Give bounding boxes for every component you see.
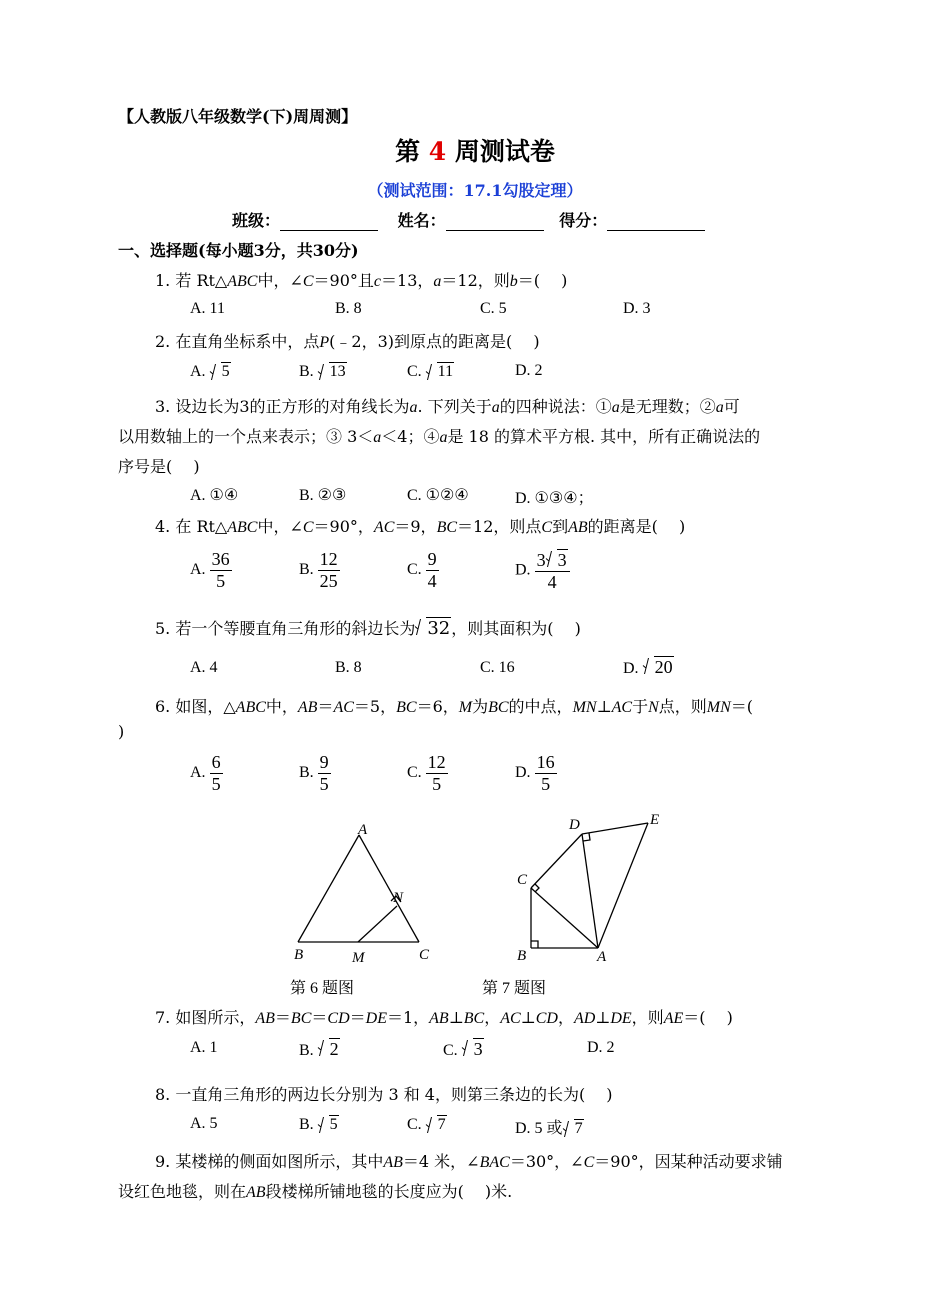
q1-option-c[interactable]: C. 5 xyxy=(480,300,507,317)
sqrt-symbol: 32 xyxy=(415,617,451,639)
student-info-row xyxy=(232,208,705,231)
q2-option-b[interactable]: B. 13 xyxy=(299,363,346,380)
q1-option-a[interactable]: A. 11 xyxy=(190,300,225,317)
q3-option-d[interactable]: D. ①③④； xyxy=(515,490,594,507)
question-3-line-2: 以用数轴上的一个点来表示；③ 3＜a＜4；④a是 18 的算术平方根. 其中，所有正确说法的 xyxy=(118,427,761,446)
question-3-line-1: 3. 设边长为3的正方形的对角线长为a. 下列关于a的四种说法：①a是无理数；②a可 xyxy=(155,397,740,416)
q7-option-c[interactable]: C. 3 xyxy=(443,1039,483,1059)
segment-de xyxy=(582,823,648,834)
sqrt-symbol: 13 xyxy=(318,362,347,381)
q6-option-a[interactable]: A. $\frac{6}{5}$ xyxy=(190,752,221,794)
score-blank[interactable] xyxy=(607,230,705,231)
q3-option-b[interactable]: B. ②③ xyxy=(299,487,347,504)
label-d: D xyxy=(569,817,580,833)
figure-6-triangle xyxy=(280,815,450,970)
q2-option-d[interactable]: D. 2 xyxy=(515,362,543,379)
question-6-line-2: ) xyxy=(118,722,125,741)
name-label: 姓名： xyxy=(397,211,446,230)
title-suffix: 周测试卷 xyxy=(454,137,555,166)
q6-option-c[interactable]: C. $\frac{12}{5}$ xyxy=(407,752,446,794)
segment-ae xyxy=(598,823,648,948)
label-a: A xyxy=(358,822,368,838)
q5-option-c[interactable]: C. 16 xyxy=(480,659,515,676)
q5-option-d[interactable]: D. 20 xyxy=(623,657,673,677)
q8-option-b[interactable]: B. 5 xyxy=(299,1116,338,1133)
question-7: 7. 如图所示，AB＝BC＝CD＝DE＝1，AB⊥BC，AC⊥CD，AD⊥DE，则AE＝( ) xyxy=(155,1008,733,1027)
segment-ac xyxy=(531,888,598,948)
q4-option-b[interactable]: B. $\frac{12}{25}$ xyxy=(299,549,338,591)
q2-option-a[interactable]: A. 5 xyxy=(190,363,230,380)
label-c: C xyxy=(419,947,430,963)
title-week-number: 4 xyxy=(428,137,447,166)
sqrt-symbol: 11 xyxy=(426,362,454,381)
question-8: 8. 一直角三角形的两边长分别为 3 和 4，则第三条边的长为( ) xyxy=(155,1085,613,1104)
figure-7-caption: 第 7 题图 xyxy=(482,980,547,997)
segment-mn xyxy=(358,906,397,942)
question-3-line-3: 序号是( ) xyxy=(118,457,200,476)
label-m: M xyxy=(352,950,365,966)
question-9-line-1: 9. 某楼梯的侧面如图所示，其中AB＝4 米，∠BAC＝30°，∠C＝90°，因某种活动要求铺 xyxy=(155,1152,783,1171)
q4-option-a[interactable]: A. $\frac{36}{5}$ xyxy=(190,549,230,591)
series-header: 【人教版八年级数学(下)周周测】 xyxy=(118,107,358,126)
q1-option-d[interactable]: D. 3 xyxy=(623,300,651,317)
q8-option-a[interactable]: A. 5 xyxy=(190,1115,218,1132)
question-4: 4. 在 Rt△ABC中，∠C＝90°，AC＝9，BC＝12，则点C到AB的距离是( ) xyxy=(155,517,686,536)
sqrt-symbol: 5 xyxy=(210,362,231,381)
question-9-line-2: 设红色地毯，则在AB段楼梯所铺地毯的长度应为( )米. xyxy=(118,1182,513,1201)
q7-option-a[interactable]: A. 1 xyxy=(190,1039,218,1056)
side-ab xyxy=(298,835,359,942)
q4-option-d[interactable]: D. 3 3 4 xyxy=(515,549,570,592)
q6-option-b[interactable]: B. $\frac{9}{5}$ xyxy=(299,752,329,794)
q3-option-c[interactable]: C. ①②④ xyxy=(407,487,469,504)
label-n: N xyxy=(393,890,404,906)
q8-option-d[interactable]: D. 5 或 7 xyxy=(515,1120,583,1137)
q1-option-b[interactable]: B. 8 xyxy=(335,300,362,317)
q8-option-c[interactable]: C. 7 xyxy=(407,1116,446,1133)
q4-option-c[interactable]: C. $\frac{9}{4}$ xyxy=(407,549,437,591)
figure-6-caption: 第 6 题图 xyxy=(290,980,355,997)
figure-7-spiral xyxy=(505,808,680,968)
q2-option-c[interactable]: C. 11 xyxy=(407,363,454,380)
q7-option-b[interactable]: B. 2 xyxy=(299,1039,339,1059)
right-angle-b xyxy=(531,941,538,948)
label-b: B xyxy=(517,948,527,964)
label-c: C xyxy=(517,872,528,888)
class-blank[interactable] xyxy=(280,230,378,231)
test-scope: （测试范围：17.1勾股定理） xyxy=(367,181,583,200)
segment-cd xyxy=(531,834,582,888)
question-5: 5. 若一个等腰直角三角形的斜边长为 32，则其面积为( ) xyxy=(155,618,581,639)
label-a: A xyxy=(597,949,607,965)
score-label: 得分： xyxy=(559,211,608,230)
right-angle-c xyxy=(535,884,539,892)
side-ac xyxy=(359,835,419,942)
q7-option-d[interactable]: D. 2 xyxy=(587,1039,615,1056)
page-title xyxy=(0,132,950,168)
class-label: 班级： xyxy=(232,211,281,230)
label-b: B xyxy=(294,947,304,963)
q5-option-b[interactable]: B. 8 xyxy=(335,659,362,676)
label-e: E xyxy=(650,812,660,828)
q6-option-d[interactable]: D. $\frac{16}{5}$ xyxy=(515,752,555,794)
q5-option-a[interactable]: A. 4 xyxy=(190,659,218,676)
section-heading: 一、选择题(每小题3分，共30分) xyxy=(118,241,359,260)
question-1: 1. 若 Rt△ABC中，∠C＝90°且c＝13，a＝12，则b＝( ) xyxy=(155,271,568,290)
segment-ad xyxy=(582,834,598,948)
name-blank[interactable] xyxy=(446,230,544,231)
q3-option-a[interactable]: A. ①④ xyxy=(190,487,239,504)
question-6: 6. 如图，△ABC中，AB＝AC＝5，BC＝6，M为BC的中点，MN⊥AC于N点，则MN＝( xyxy=(155,697,754,716)
title-prefix: 第 xyxy=(395,137,421,166)
question-2: 2. 在直角坐标系中，点P(﹣2，3)到原点的距离是( ) xyxy=(155,332,540,351)
